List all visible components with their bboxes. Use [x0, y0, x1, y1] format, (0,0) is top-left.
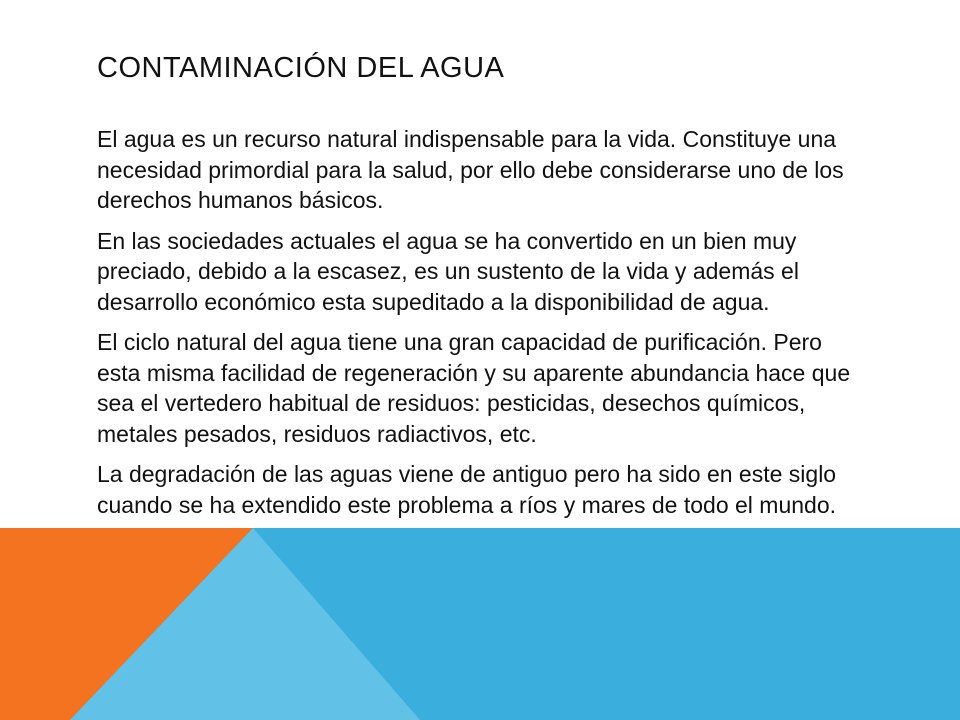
paragraph-2: En las sociedades actuales el agua se ha convertido en un bien muy preciado, debido a la escasez, es un sustento de la vida y además el desarrollo económico esta supeditado a la disponibilidad de agua. — [97, 227, 799, 315]
paragraph-3: El ciclo natural del agua tiene una gran capacidad de purificación. Pero esta misma facilidad de regeneración y su aparente abundancia hace que sea el vertedero habitual de residuos: pesticidas, desechos químicos, metales pesados, residuos radiactivos, etc. — [97, 329, 851, 447]
slide-title: CONTAMINACIÓN DEL AGUA — [97, 52, 505, 84]
paragraph-4: La degradación de las aguas viene de antiguo pero ha sido en este siglo cuando se ha extendido este problema a ríos y mares de todo el mundo. — [97, 461, 837, 518]
slide-body — [97, 124, 867, 530]
paragraph-1: El agua es un recurso natural indispensable para la vida. Constituye una necesidad primordial para la salud, por ello debe considerarse uno de los derechos humanos básicos. — [97, 126, 844, 213]
